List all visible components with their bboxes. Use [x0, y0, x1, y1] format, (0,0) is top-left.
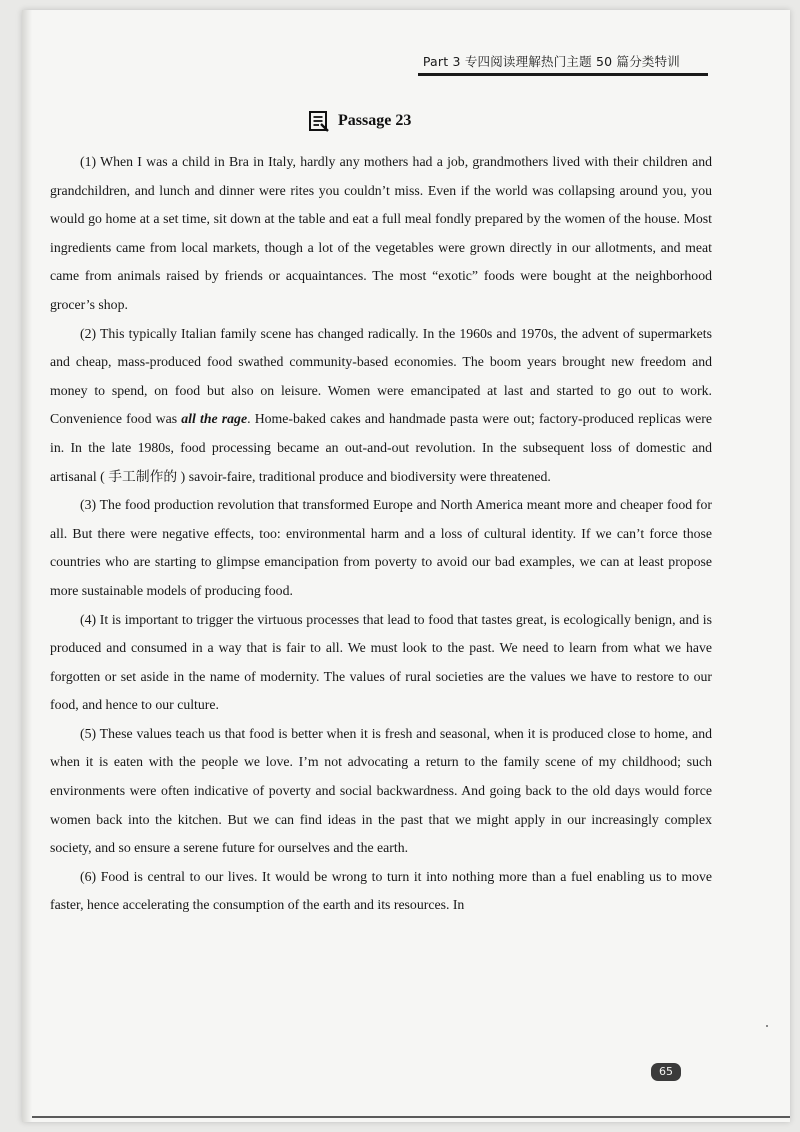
paragraph-3-text: (3) The food production revolution that transformed Europe and North America meant more and cheaper food for all. But there were negative effects, too: environmental harm and a loss of cultural identity. If we can’t force those countries who are starting to glimpse emancipation from poverty to avoid our bad examples, we can at least propose more sustainable models of producing food. [50, 497, 712, 598]
header-rule [418, 73, 708, 76]
page-number-badge [651, 1063, 681, 1081]
passage-title: Passage 23 [338, 112, 412, 129]
passage-body [50, 148, 712, 920]
paragraph-2-text-start: (2) This typically Italian family scene has changed radically. In the 1960s and 1970s, the advent of supermarkets and cheap, mass-produced food swathed community-based economies. The boom years brought new freedom and money to spend, on food but also on leisure. Women were emancipated at last and started to go out to work. Convenience food was [50, 325, 712, 427]
paragraph-4 [50, 606, 712, 720]
page-number: 65 [651, 1063, 681, 1081]
running-header: Part 3 专四阅读理解热门主题 50 篇分类特训 [422, 54, 680, 69]
book-page [22, 10, 790, 1122]
paragraph-1 [50, 148, 712, 320]
paragraph-6-text: (6) Food is central to our lives. It would be wrong to turn it into nothing more than a fuel enabling us to move faster, hence accelerating the consumption of the earth and its resources. In [50, 868, 712, 913]
paragraph-5 [50, 720, 712, 863]
paragraph-6 [50, 863, 712, 920]
page-gutter-shadow [22, 10, 32, 1122]
paragraph-5-text: (5) These values teach us that food is better when it is fresh and seasonal, when it is produced close to home, and when it is eaten with the people we love. I’m not advocating a return to the family scene of my childhood; such environments were often indicative of poverty and social backwardness. And going back to the old days would force women back into the kitchen. But we can find ideas in the past that we might apply in our increasingly complex society, and so ensure a serene future for ourselves and the earth. [50, 725, 712, 856]
paragraph-2 [50, 320, 712, 492]
paragraph-1-text: (1) When I was a child in Bra in Italy, hardly any mothers had a job, grandmothers lived with their children and grandchildren, and lunch and dinner were rites you couldn’t miss. Even if the world was collapsing around you, you would go home at a set time, sit down at the table and eat a full meal fondly prepared by the women of the house. Most ingredients came from local markets, though a lot of the vegetables were grown directly in our allotments, and meat came from animals raised by friends or acquaintances. The most “exotic” foods were bought at the neighborhood grocer’s shop. [50, 154, 712, 312]
document-icon [308, 110, 330, 132]
paragraph-2-text-end: . Home-baked cakes and handmade pasta were out; factory-produced replicas were in. In the late 1980s, food processing became an out-and-out revolution. In the subsequent loss of domestic and artisanal ( 手工制作的 ) savoir-faire, traditional produce and biodiversity were threatened. [50, 411, 712, 484]
print-speck [766, 1025, 768, 1027]
passage-title-block [308, 110, 411, 132]
emphasized-phrase: all the rage [181, 411, 248, 427]
page-bottom-edge [32, 1116, 790, 1118]
paragraph-4-text: (4) It is important to trigger the virtuous processes that lead to food that tastes great, is ecologically benign, and is produced and consumed in a way that is fair to all. We must look to the past. We need to learn from what we have forgotten or set aside in the name of modernity. The values of rural societies are the values we have to restore to our food, and hence to our culture. [50, 611, 712, 713]
paragraph-3 [50, 491, 712, 605]
